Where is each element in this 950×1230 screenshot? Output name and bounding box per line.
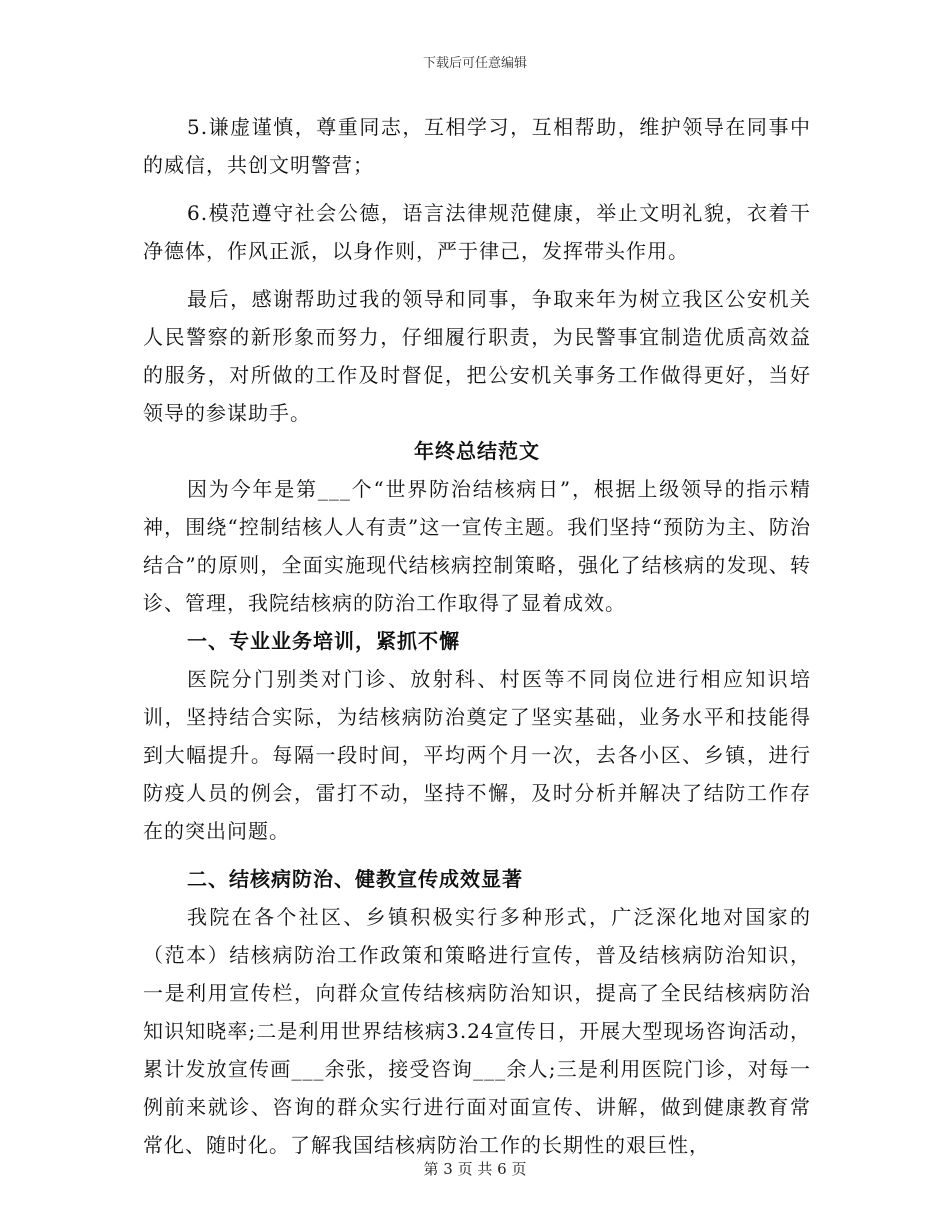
section-heading-2: 二、结核病防治、健教宣传成效显著 — [187, 867, 523, 891]
paragraph-item-6: 6.模范遵守社会公德，语言法律规范健康，举止文明礼貌，衣着干净德体，作风正派，以身作则，严于律己，发挥带头作用。 — [143, 201, 811, 263]
section-body-1: 医院分门别类对门诊、放射科、村医等不同岗位进行相应知识培训，坚持结合实际，为结核病防治奠定了坚实基础，业务水平和技能得到大幅提升。每隔一段时间，平均两个月一次，去各小区、乡镇，进行防疫人员的例会，雷打不动，坚持不懈，及时分析并解决了结防工作存在的突出问题。 — [143, 667, 811, 843]
document-title: 年终总结范文 — [414, 439, 540, 463]
page-footer: 第 3 页 共 6 页 — [423, 1160, 527, 1178]
paragraph-closing: 最后，感谢帮助过我的领导和同事，争取来年为树立我区公安机关人民警察的新形象而努力，仔细履行职责，为民警事宜制造优质高效益的服务，对所做的工作及时督促，把公安机关事务工作做得更好，当好领导的参谋助手。 — [143, 287, 811, 425]
section-body-2: 我院在各个社区、乡镇积极实行多种形式，广泛深化地对国家的（范本）结核病防治工作政策和策略进行宣传，普及结核病防治知识，一是利用宣传栏，向群众宣传结核病防治知识，提高了全民结核病防治知识知晓率;二是利用世界结核病3.24宣传日，开展大型现场咨询活动，累计发放宣传画___余张，接受咨询___余人;三是利用医院门诊，对每一例前来就诊、咨询的群众实行进行面对面宣传、讲解，做到健康教育常常化、随时化。了解我国结核病防治工作的长期性的艰巨性， — [143, 905, 811, 1157]
paragraph-intro: 因为今年是第___个“世界防治结核病日”，根据上级领导的指示精神，围绕“控制结核人人有责”这一宣传主题。我们坚持“预防为主、防治结合”的原则，全面实施现代结核病控制策略，强化了结核病的发现、转诊、管理，我院结核病的防治工作取得了显着成效。 — [143, 477, 811, 615]
paragraph-gap — [143, 850, 811, 860]
section-heading-1: 一、专业业务培训，紧抓不懈 — [187, 629, 460, 653]
paragraph-gap — [143, 270, 811, 280]
page-header: 下载后可任意编辑 — [422, 56, 527, 71]
paragraph-item-5: 5.谦虚谨慎，尊重同志，互相学习，互相帮助，维护领导在同事中的威信，共创文明警营； — [143, 115, 811, 177]
paragraph-gap — [143, 184, 811, 194]
document-body — [143, 108, 811, 1164]
